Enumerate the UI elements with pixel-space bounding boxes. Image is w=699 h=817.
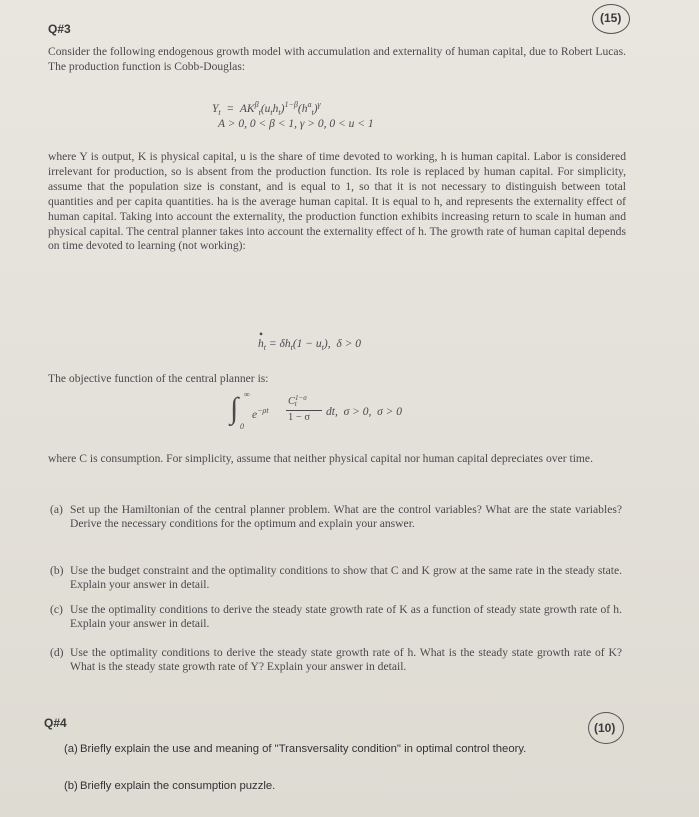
question-marks: (15) xyxy=(600,11,622,25)
objective-intro: The objective function of the central planner is: xyxy=(48,372,269,385)
part-text: Briefly explain the use and meaning of "Transversality condition" in optimal control theory. xyxy=(80,743,527,755)
question-marks: (10) xyxy=(594,721,616,735)
part-label: (c) xyxy=(50,603,63,616)
part-label: (b) xyxy=(64,780,78,792)
production-equation: $Y_t = AK^\beta_t(u_th_t)^{1-\beta}(h^a_t)^\gamma$ xyxy=(212,100,321,117)
question-part-d xyxy=(50,646,622,674)
part-text: Use the optimality conditions to derive the steady state growth rate of h. What is the steady state growth rate of K? What is the steady state growth rate of Y? Explain your answer in detail. xyxy=(70,646,622,674)
part-label: (b) xyxy=(50,564,64,577)
part-text: Use the budget constraint and the optimality conditions to show that C and K grow at the same rate in the steady state. Explain your answer in detail. xyxy=(70,564,622,592)
part-label: (d) xyxy=(50,646,64,659)
question-part-a xyxy=(50,503,622,531)
consumption-note: where C is consumption. For simplicity, assume that neither physical capital nor human capital depreciates over time. xyxy=(48,452,593,465)
question-part-b xyxy=(64,780,592,793)
part-text: Set up the Hamiltonian of the central planner problem. What are the control variables? What are the state variables? Derive the necessary conditions for the optimum and explain your answer. xyxy=(70,503,622,531)
human-capital-equation: h • $_t = \delta h_t(1 - u_t)$, δ > 0 xyxy=(258,329,361,352)
objective-equation: ∫ ∞ 0 $e^{-\rho t}$ $C^{1-\sigma}t$ 1 − σ dt, σ > 0, σ > 0 xyxy=(230,390,403,431)
model-definitions: where Y is output, K is physical capital, u is the share of time devoted to working, h is human capital. Labor is considered irrelevant for production, so is absent from the production function. Its role is replaced by human capital. For simplicity, assume that the population size is constant, and is equal to 1, so that it is not necessary to distinguish between total quantities and per capita quantities. ha is the average human capital. It is equal to h, and represents the externality effect of human capital. Taking into account the externality, the production function exhibits increasing return to scale in human and physical capital. The central planner takes into account the externality effect of h. The growth rate of human capital depends on time devoted to learning (not working): xyxy=(48,150,626,253)
part-text: Briefly explain the consumption puzzle. xyxy=(80,780,276,792)
question-part-b xyxy=(50,564,622,592)
part-text: Use the optimality conditions to derive the steady state growth rate of K as a function of steady state growth rate of h. Explain your answer in detail. xyxy=(70,603,622,631)
question-number: Q#4 xyxy=(44,716,67,730)
part-label: (a) xyxy=(50,503,63,516)
parameter-constraints: A > 0, 0 < β < 1, γ > 0, 0 < u < 1 xyxy=(218,118,374,130)
question-number: Q#3 xyxy=(48,22,71,36)
part-label: (a) xyxy=(64,743,78,755)
question-intro: Consider the following endogenous growth model with accumulation and externality of human capital, due to Robert Lucas. The production function is Cobb-Douglas: xyxy=(48,45,626,73)
question-part-c xyxy=(50,603,622,631)
question-part-a xyxy=(64,743,592,756)
